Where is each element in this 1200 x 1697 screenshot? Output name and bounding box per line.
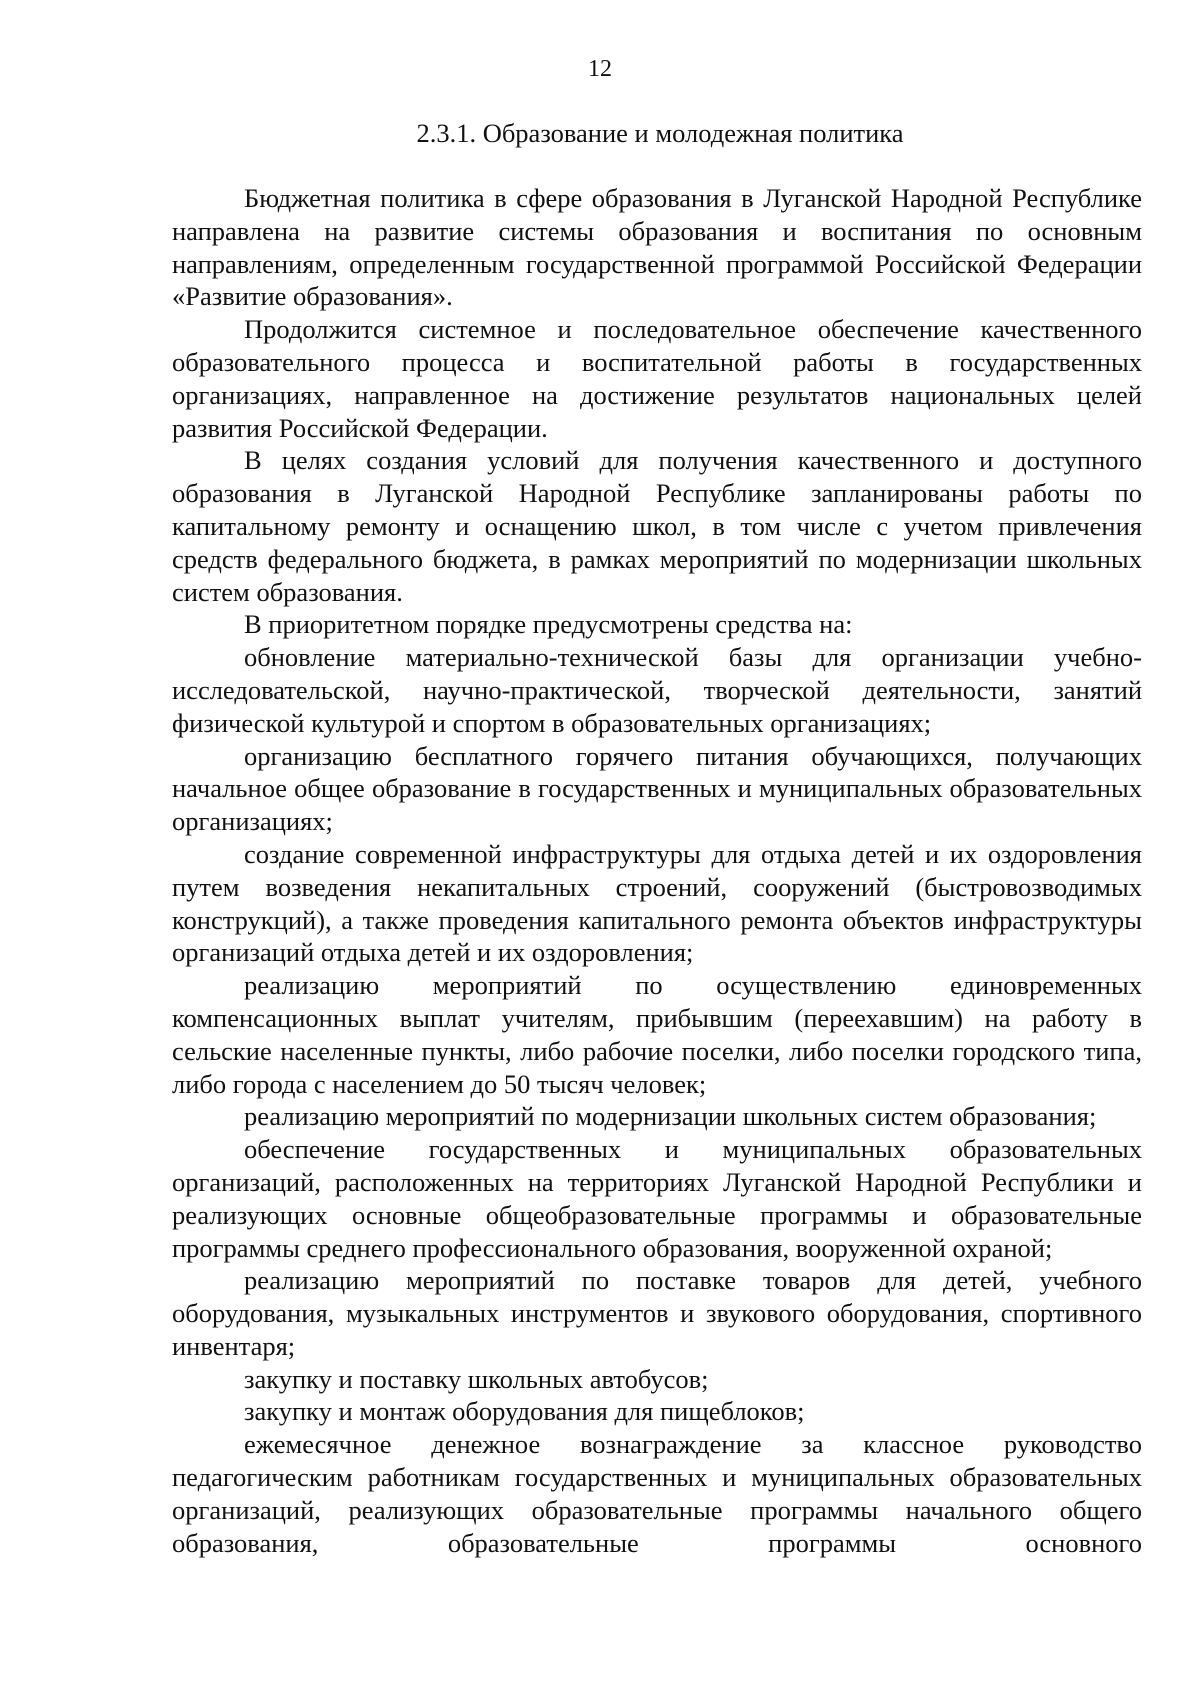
paragraph-education-process: Продолжится системное и последовательное обеспечение качественного образовательного процесса и воспитательной работы в государственных организациях, направленное на достижение результатов национальных целей развития Российской Федерации. [172, 314, 1142, 443]
list-item-school-buses: закупку и поставку школьных автобусов; [244, 1363, 709, 1394]
page-number: 12 [588, 56, 612, 82]
list-item-hot-meals: организацию бесплатного горячего питания обучающихся, получающих начальное общее образование в государственных и муниципальных образовательных организациях; [172, 740, 1142, 837]
paragraph-school-repairs: В целях создания условий для получения качественного и доступного образования в Луганской Народной Республике запланированы работы по капитальному ремонту и оснащению школ, в том числе с учетом привлечения средств федерального бюджета, в рамках мероприятий по модернизации школьных систем образования. [172, 445, 1142, 607]
list-item-teacher-payments: реализацию мероприятий по осуществлению единовременных компенсационных выплат учителям, прибывшим (переехавшим) на работу в сельские населенные пункты, либо рабочие поселки, либо поселки городского типа, либо города с населением до 50 тысяч человек; [172, 970, 1142, 1099]
list-item-armed-security: обеспечение государственных и муниципальных образовательных организаций, расположенных на территориях Луганской Народной Республики и реализующих основные общеобразовательные программы и образовательные программы среднего профессионального образования, вооруженной охраной; [172, 1134, 1142, 1263]
list-item-school-modernization: реализацию мероприятий по модернизации школьных систем образования; [244, 1101, 1097, 1132]
list-item-equipment-supply: реализацию мероприятий по поставке товаров для детей, учебного оборудования, музыкальных инструментов и звукового оборудования, спортивного инвентаря; [172, 1265, 1142, 1361]
list-item-class-teacher-reward: ежемесячное денежное вознаграждение за классное руководство педагогическим работникам государственных и муниципальных образовательных организаций, реализующих образовательные программы начального общего образования, образовательные программы основного [172, 1429, 1142, 1558]
document-body [172, 182, 1142, 1559]
list-item-recreation-infrastructure: создание современной инфраструктуры для отдыха детей и их оздоровления путем возведения некапитальных строений, сооружений (быстровозводимых конструкций), а также проведения капитального ремонта объектов инфраструктуры организаций отдыха детей и их оздоровления; [172, 838, 1142, 968]
list-item-material-base: обновление материально-технической базы для организации учебно-исследовательской, научно-практической, творческой деятельности, занятий физической культурой и спортом в образовательных организациях; [172, 642, 1142, 738]
list-item-catering-equipment: закупку и монтаж оборудования для пищеблоков; [244, 1396, 805, 1427]
paragraph-priority-intro: В приоритетном порядке предусмотрены средства на: [244, 609, 853, 640]
section-title: 2.3.1. Образование и молодежная политика [416, 118, 904, 148]
paragraph-budget-policy: Бюджетная политика в сфере образования в Луганской Народной Республике направлена на развитие системы образования и воспитания по основным направлениям, определенным государственной программой Российской Федерации «Развитие образования». [172, 183, 1142, 312]
